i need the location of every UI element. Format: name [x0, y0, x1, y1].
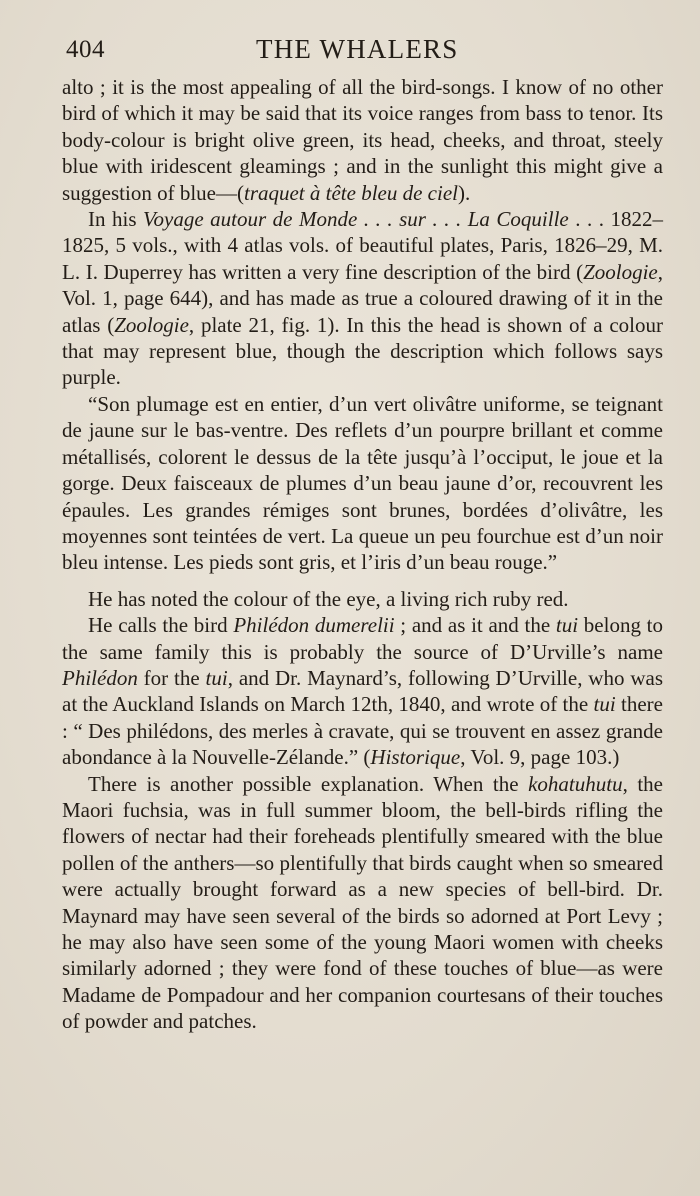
text-segment: , Vol. 1, page 644), and has made as true a coloured drawing of it in the atlas ( [62, 259, 663, 337]
text-segment: , the Maori fuchsia, was in full summer bloom, the bell-birds rifling the flowers of nectar had their foreheads plentifully smeared with the blue pollen of the anthers—so plentifully that birds caught when so smeared were actually brought forward as a new species of bell-bird. Dr. Maynard may have seen several of the birds so adorned at Port Levy ; he may also have seen some of the young Maori women with cheeks similarly adorned ; they were fond of these touches of blue—as were Madame de Pompadour and her companion courtesans of their touches of powder and patches. [62, 771, 664, 1034]
page-number: 404 [66, 36, 105, 63]
italic-text: tui [205, 665, 228, 690]
paragraph-explanation [62, 771, 663, 1035]
paragraph-duperrey [62, 206, 663, 391]
text-segment: alto ; it is the most appealing of all the bird-songs. I know of no other bird of which it may be said that its voice ranges from bass to tenor. Its body-colour is bright olive green, its head, cheeks, and throat, steely blue with iridescent gleamings ; and in the sunlight this might give a suggestion of blue—( [62, 75, 663, 205]
paragraph-phiedon [62, 612, 663, 770]
text-segment: ). [458, 180, 471, 205]
page-header [64, 30, 664, 70]
text-segment: , Vol. 9, page 103.) [460, 745, 620, 770]
text-segment: There is another possible explanation. When the [88, 771, 529, 796]
paragraph-continuation [62, 74, 663, 206]
italic-text: tui [593, 692, 616, 717]
paragraph-eye-colour [62, 586, 663, 612]
text-segment: , and Dr. Maynard’s, following D’Urville, who was at the Auckland Islands on March 12th, 1840, and wrote of the [62, 665, 663, 717]
text-segment: for the [137, 665, 206, 690]
text-segment: , plate 21, fig. 1). In this the head is shown of a colour that may represent blue, though the description which follows says purple. [62, 312, 663, 390]
text-segment: ; and as it and the [394, 613, 556, 638]
italic-text: tui [555, 613, 579, 638]
text-segment: belong to the same family this is probably the source of D’Urville’s name [62, 613, 664, 664]
text-segment: He calls the bird [88, 613, 234, 638]
paragraph-french-quote [62, 391, 663, 576]
running-head: THE WHALERS [256, 34, 459, 64]
body-text [62, 74, 663, 1035]
text-segment: He has noted the colour of the eye, a living rich ruby red. [88, 586, 569, 611]
text-segment: “Son plumage est en entier, d’un vert olivâtre uniforme, se teignant de jaune sur le bas-ventre. Des reflets d’un pourpre brillant et comme métallisés, colorent le dessus de la tête jusqu’à l’occiput, le joue et la gorge. Deux faisceaux de plumes d’un beau jaune d’or, recouvrent les épaules. Les grandes rémiges sont brunes, bordées d’olivâtre, les moyennes sont teintées de vert. La queue un peu fourchue est d’un noir bleu intense. Les pieds sont gris, et l’iris d’un beau rouge.” [62, 391, 663, 575]
italic-text: kohatuhutu [528, 771, 623, 796]
italic-text: Historique [370, 745, 461, 770]
italic-text: Philédon dumerelii [233, 613, 395, 638]
text-segment: . . . 1822–1825, 5 vols., with 4 atlas vols. of beautiful plates, Paris, 1826–29, M. L. I. Duperrey has written a very fine description of the bird ( [62, 207, 664, 284]
text-segment: In his [88, 207, 144, 232]
italic-text: traquet à tête bleu de ciel [243, 180, 458, 205]
italic-text: Zoologie [583, 259, 658, 284]
italic-text: Philédon [62, 665, 138, 690]
text-segment: there : “ Des philédons, des merles à cravate, qui se trouvent en assez grande abondance à la Nouvelle-Zélande.” ( [62, 692, 663, 770]
italic-text: Voyage autour de Monde . . . sur . . . La Coquille [143, 207, 569, 232]
italic-text: Zoologie [114, 312, 189, 337]
